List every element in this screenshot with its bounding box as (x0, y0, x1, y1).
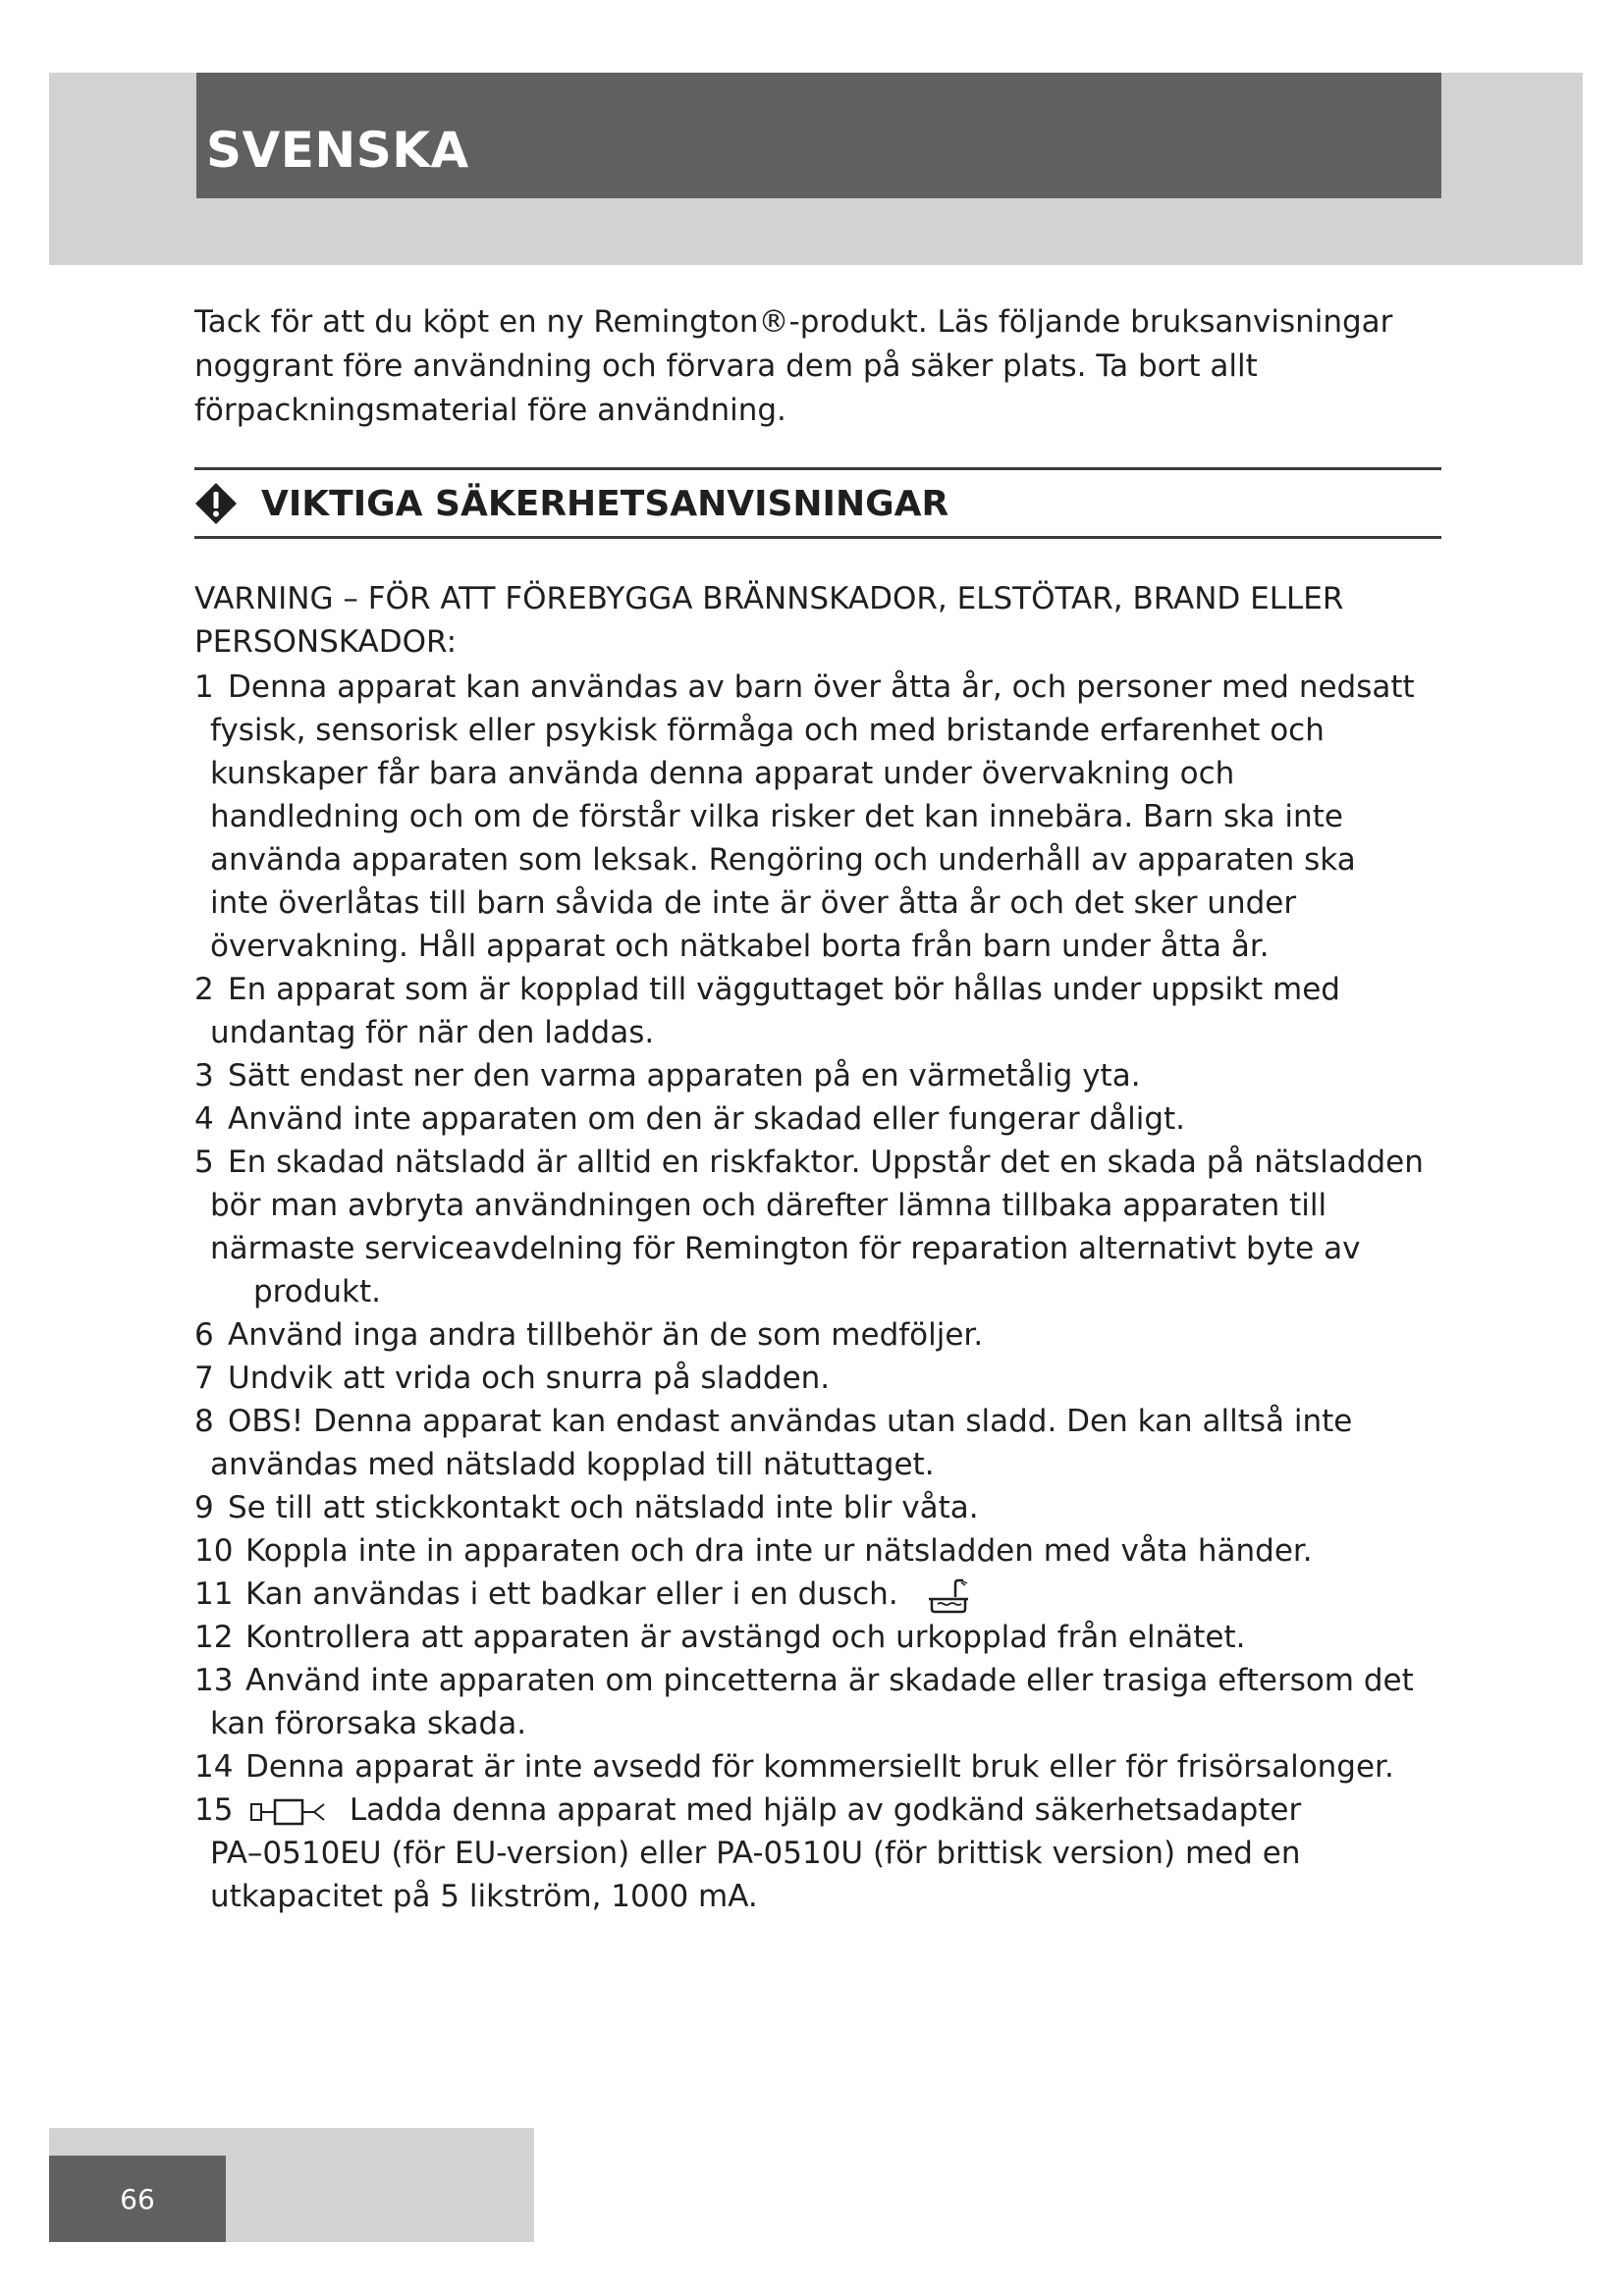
item-line: använda apparaten som leksak. Rengöring och underhåll av apparaten ska (210, 842, 1356, 878)
safety-list (194, 666, 1461, 1918)
item-line: utkapacitet på 5 likström, 1000 mA. (210, 1879, 758, 1914)
page-title: SVENSKA (206, 122, 469, 179)
item-number: 14 (194, 1749, 234, 1785)
item-line: Kontrollera att apparaten är avstängd och urkopplad från elnätet. (245, 1620, 1246, 1655)
item-line: OBS! Denna apparat kan endast användas utan sladd. Den kan alltså inte (228, 1404, 1353, 1439)
item-line: Koppla inte in apparaten och dra inte ur nätsladden med våta händer. (245, 1533, 1313, 1569)
section-rule-top (194, 467, 1441, 470)
intro-line: Tack för att du köpt en ny Remington®-produkt. Läs följande bruksanvisningar (194, 304, 1393, 340)
item-number: 10 (194, 1533, 234, 1569)
intro-line: noggrant före användning och förvara dem på säker plats. Ta bort allt (194, 348, 1258, 384)
list-item (194, 1054, 1461, 1097)
item-line: Kan användas i ett badkar eller i en dusch. (245, 1576, 898, 1612)
item-line-with-icon (245, 1789, 1461, 1832)
intro-line: förpackningsmaterial före användning. (194, 393, 786, 428)
item-number: 1 (194, 669, 214, 705)
item-line: handledning och om de förstår vilka risker det kan innebära. Barn ska inte (210, 799, 1343, 834)
item-number: 12 (194, 1620, 234, 1655)
item-number: 4 (194, 1101, 214, 1137)
list-item (194, 1097, 1461, 1141)
list-item (194, 1529, 1461, 1573)
list-item (194, 666, 1461, 968)
page-number: 66 (120, 2182, 155, 2216)
item-line: produkt. (253, 1274, 381, 1309)
warning-line: VARNING – FÖR ATT FÖREBYGGA BRÄNNSKADOR, ELSTÖTAR, BRAND ELLER (194, 581, 1344, 616)
item-number: 7 (194, 1361, 214, 1396)
item-number: 15 (194, 1792, 234, 1828)
list-item (194, 1789, 1461, 1918)
footer-page-box (49, 2156, 226, 2242)
item-line: En skadad nätsladd är alltid en riskfaktor. Uppstår det en skada på nätsladden (228, 1145, 1424, 1180)
item-number: 13 (194, 1663, 234, 1698)
item-line: PA–0510EU (för EU-version) eller PA-0510U (för brittisk version) med en (210, 1836, 1301, 1871)
section-heading (194, 475, 948, 532)
item-line-with-icon (245, 1573, 1461, 1616)
list-item (194, 1659, 1461, 1745)
item-line: Ladda denna apparat med hjälp av godkänd säkerhetsadapter (349, 1792, 1302, 1828)
item-line: kunskaper får bara använda denna apparat under övervakning och (210, 756, 1235, 791)
item-line: fysisk, sensorisk eller psykisk förmåga och med bristande erfarenhet och (210, 713, 1325, 748)
warning-text (194, 577, 1451, 664)
item-line: närmaste serviceavdelning för Remington för reparation alternativt byte av (210, 1231, 1361, 1266)
list-item (194, 1573, 1461, 1616)
header-bar (196, 73, 1441, 198)
item-number: 6 (194, 1317, 214, 1353)
list-item (194, 1745, 1461, 1789)
item-line: Se till att stickkontakt och nätsladd inte blir våta. (228, 1490, 979, 1525)
item-line: Använd inte apparaten om den är skadad eller fungerar dåligt. (228, 1101, 1186, 1137)
section-rule-bottom (194, 536, 1441, 539)
item-line: En apparat som är kopplad till vägguttaget bör hållas under uppsikt med (228, 972, 1340, 1007)
list-item (194, 1486, 1461, 1529)
item-line: Använd inga andra tillbehör än de som medföljer. (228, 1317, 984, 1353)
item-line: övervakning. Håll apparat och nätkabel borta från barn under åtta år. (210, 929, 1270, 964)
item-line: Undvik att vrida och snurra på sladden. (228, 1361, 831, 1396)
item-number: 9 (194, 1490, 214, 1525)
item-line: bör man avbryta användningen och därefter lämna tillbaka apparaten till (210, 1188, 1327, 1223)
list-item (194, 1400, 1461, 1486)
item-number: 11 (194, 1576, 234, 1612)
list-item (194, 1616, 1461, 1659)
item-line: Använd inte apparaten om pincetterna är skadade eller trasiga eftersom det (245, 1663, 1414, 1698)
item-line: inte överlåtas till barn såvida de inte är över åtta år och det sker under (210, 885, 1297, 921)
item-number: 2 (194, 972, 214, 1007)
power-adapter-icon (245, 1794, 330, 1830)
item-line: kan förorsaka skada. (210, 1706, 527, 1741)
item-line: Sätt endast ner den varma apparaten på en värmetålig yta. (228, 1058, 1141, 1094)
list-item (194, 1357, 1461, 1400)
item-line: Denna apparat är inte avsedd för kommersiellt bruk eller för frisörsalonger. (245, 1749, 1394, 1785)
warning-line: PERSONSKADOR: (194, 624, 458, 660)
section-title: VIKTIGA SÄKERHETSANVISNINGAR (261, 483, 949, 524)
item-number: 8 (194, 1404, 214, 1439)
item-line: undantag för när den laddas. (210, 1015, 655, 1050)
item-number: 5 (194, 1145, 214, 1180)
intro-paragraph (194, 300, 1441, 433)
item-line: användas med nätsladd kopplad till nätuttaget. (210, 1447, 935, 1482)
bathtub-shower-icon (926, 1577, 971, 1615)
list-item (194, 968, 1461, 1054)
warning-diamond-icon (194, 482, 238, 525)
item-number: 3 (194, 1058, 214, 1094)
item-line: Denna apparat kan användas av barn över åtta år, och personer med nedsatt (228, 669, 1415, 705)
list-item (194, 1313, 1461, 1357)
list-item (194, 1141, 1461, 1313)
